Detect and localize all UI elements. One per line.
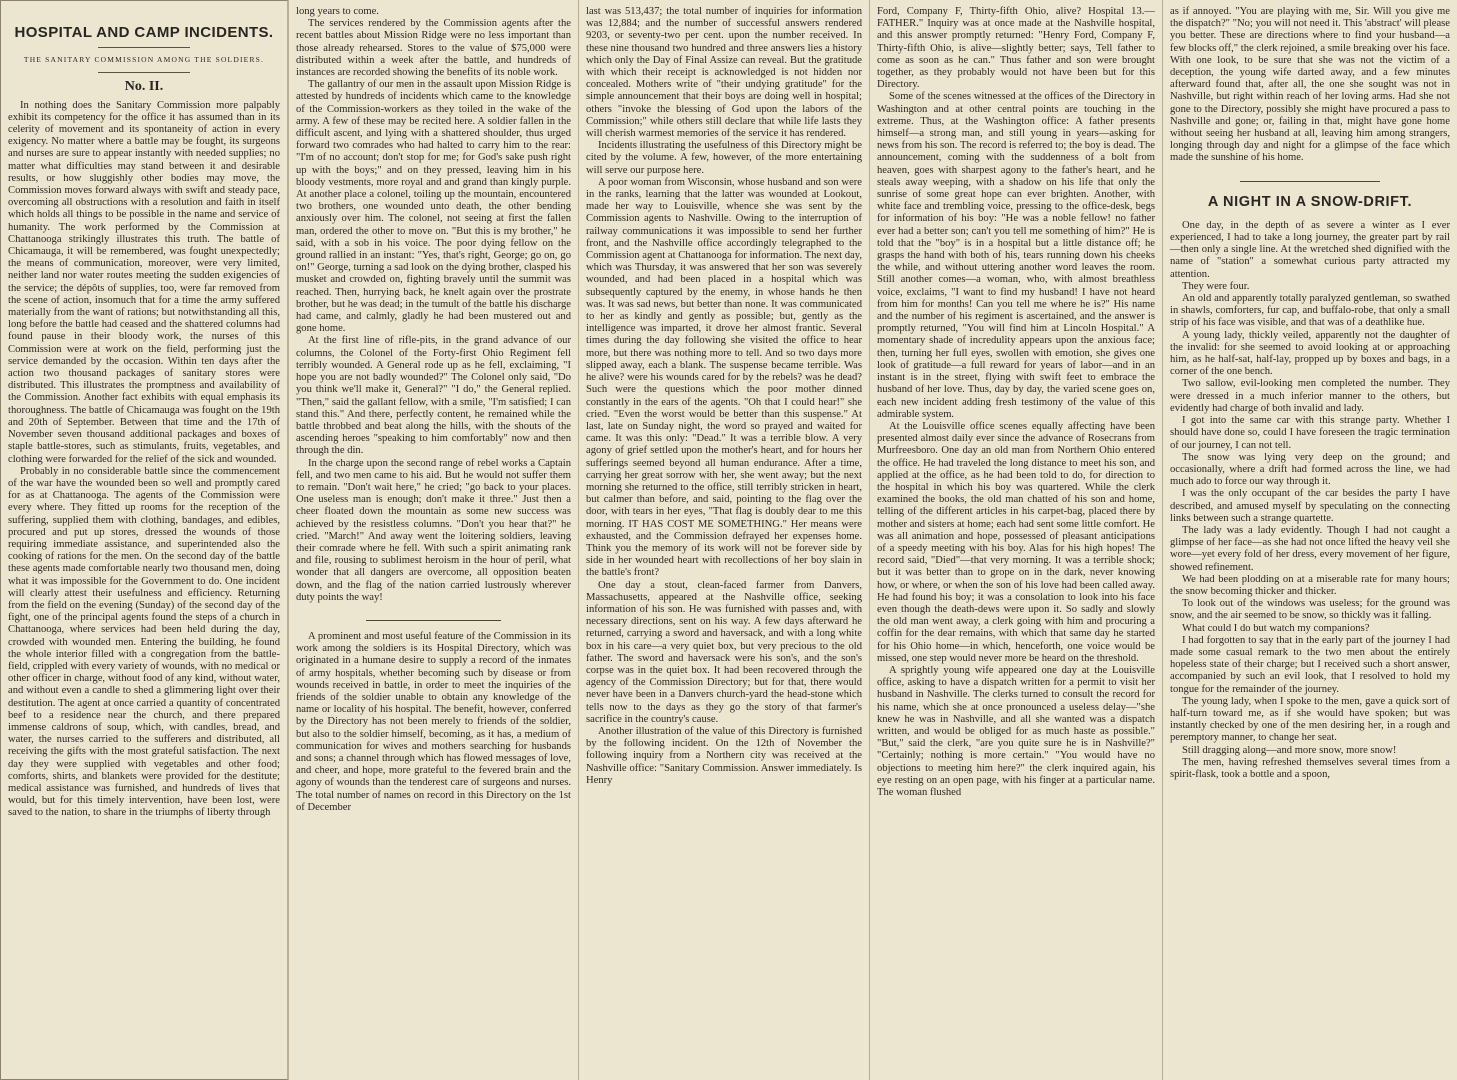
paragraph: Ford, Company F, Thirty-fifth Ohio, alive? Hospital 13.—FATHER." Inquiry was at once made at the Nashville hospital, and this answer promptly returned: "Henry Ford, Company F, Thirty-fifth Ohio, is alive—slightly better; says, Tell father to come as soon as he can." Thus father and son were brought together, as they probably would not have been but for this Directory. bbox=[877, 6, 1155, 91]
paragraph: A prominent and most useful feature of the Commission in its work among the soldiers is its Hospital Directory, which was originated in a humane desire to supply a record of the inmates of army hospitals, whether becoming such by disease or from wounds received in battle, in order to meet the inquiries of the friends of the soldier unable to obtain any knowledge of the name or locality of his hospital. The benefit, however, conferred by the Directory has not been merely to friends of the soldier, but also to the soldier himself, becoming, as it has, a medium of communication for wives and mothers searching for husbands and sons; a channel through which has flowed messages of love, and cheer, and hope, more grateful to the fevered brain and the agony of wounds than the tenderest care of surgeons and nurses. The total number of names on record in this Directory on the 1st of December bbox=[296, 630, 571, 813]
paragraph: What could I do but watch my companions? bbox=[1182, 622, 1370, 634]
paragraph: At the first line of rifle-pits, in the grand advance of our columns, the Colonel of the Forty-first Ohio Regiment fell terribly wounded. A General rode up as he fell, exclaiming, "I hope you are not badly wounded?" The Colonel only said, "Do you think we'll make it, General?" "I do," the General replied. "Then," said the gallant fellow, with a smile, "I'm satisfied; I can stand this." And there, perfectly content, he remained while the battle throbbed and beat along the hills, with the shouts of the ascending heroes "speaking to him comfortably" now and then through the din. bbox=[296, 335, 571, 457]
paragraph: A sprightly young wife appeared one day at the Louisville office, asking to have a dispatch written for a permit to visit her husband in Nashville. The clerks turned to consult the record for his name, which she at once pronounced a useless delay—"she knew he was in Nashville, and all she wanted was a dispatch written, and would be obliged for as much haste as possible." "But," said the clerk, "are you quite sure he is in Nashville?" "Certainly; nothing is more certain." "You would have no objections to meeting him here?" the clerk inquired again, his eye resting on an open page, with his finger at a particular name. The woman flushed bbox=[877, 664, 1155, 798]
paragraph: Two sallow, evil-looking men completed the number. They were dressed in a much inferior manner to the others, but evidently had charge of both invalid and lady. bbox=[1170, 378, 1450, 414]
section-divider bbox=[366, 620, 501, 621]
paragraph: The snow was lying very deep on the ground; and occasionally, where a drift had formed across the line, we had much ado to force our way through it. bbox=[1170, 451, 1450, 488]
column-3 bbox=[578, 0, 869, 1080]
paragraph: One day, in the depth of as severe a winter as I ever experienced, I had to take a long journey, the greater part by rail—then only a single line. At the wretched shed dignified with the name of "station" a somewhat curious party attracted my attention. bbox=[1170, 219, 1450, 280]
paragraph: Incidents illustrating the usefulness of this Directory might be cited by the volume. A few, however, of the more entertaining will serve our purpose here. bbox=[586, 140, 862, 176]
paragraph: To look out of the windows was useless; for the ground was snow, and the air seemed to be snow, so thickly was it falling. bbox=[1170, 598, 1450, 622]
article-subheadline: THE SANITARY COMMISSION AMONG THE SOLDIERS. bbox=[23, 55, 265, 65]
paragraph: The lady was a lady evidently. Though I had not caught a glimpse of her face—as she had not once lifted the heavy veil she wore—yet every fold of her dress, every movement of her figure, showed refinement. bbox=[1170, 524, 1450, 573]
paragraph: The young lady, when I spoke to the men, gave a quick sort of half-turn toward me, as if she would have spoken; but was instantly checked by one of the men desiring her, in a rough and peremptory manner, to change her seat. bbox=[1170, 695, 1450, 744]
column-4 bbox=[869, 0, 1162, 1080]
subheadline-rule bbox=[98, 72, 190, 73]
paragraph: In nothing does the Sanitary Commission more palpably exhibit its competency for the office it has assumed than in its celerity of movement and its spontaneity of action in every exigency. No matter where a battle may be fought, its surgeons and nurses are sure to appear instantly with needed supplies; no matter what difficulties may stand between it and desirable results, or how sluggishly other bodies may move, the Commission moves forward always with swift and steady pace, overcoming all obstructions with a resolution and faith in itself which holds all things to be possible in the name and service of humanity. The work performed by the Commission at Chattanooga strikingly illustrates this truth. The battle of Chicamauga, it will be remembered, was fought unexpectedly; the means of communication, moreover, were very limited, neither land nor water routes meeting the sudden exigencies of the service; the dépôts of supplies, too, were far removed from the scene of action, insomuch that for a time the army suffered materially from the want of rations; but notwithstanding all this, long before the battle had ceased and the shattered columns had found pause in their bloody work, the nurses of this Commission were at work on the field, performing just the service demanded by the occasion. Within ten days after the action two thousand packages of sanitary stores were distributed. This illustrates the promptness and availability of the Commission. Another fact exhibits with equal emphasis its thoroughness. The battle of Chicamauga was fought on the 19th and 20th of September. Between that time and the 17th of November seven thousand additional packages and boxes of staple battle-stores, such as stimulants, fruits, vegetables, and clothing were forwarded for the relief of the sick and wounded. bbox=[8, 99, 280, 465]
paragraph: The men, having refreshed themselves several times from a spirit-flask, took a bottle and a spoon, bbox=[1170, 756, 1450, 780]
paragraph: One day a stout, clean-faced farmer from Danvers, Massachusetts, appeared at the Nashville office, seeking information of his son. He was furnished with passes and, with necessary directions, sent on his way. A few days afterward he returned, carrying a sword and haversack, and with a long white box in his care—a very quiet box, but very precious to the old father. The sword and haversack were his son's, and the son's corpse was in the quiet box. It had been recovered through the agency of the Commission Directory; but for that, there would never have been in a Danvers church-yard the head-stone which tells now to the days as they go the story of that farmer's sacrifice in the country's cause. bbox=[586, 579, 862, 725]
article-headline: HOSPITAL AND CAMP INCIDENTS. bbox=[14, 24, 274, 41]
story-headline: A NIGHT IN A SNOW-DRIFT. bbox=[1207, 193, 1413, 210]
paragraph: At the Louisville office scenes equally affecting have been presented almost daily ever since the advance of Rosecrans from Murfreesboro. One day an old man from Northern Ohio entered the office. He had traveled the long distance to meet his son, and applied at the office, as he had been told to do, for direction to the hospital in which his boy was quartered. While the clerk examined the books, the old man chatted of his son and home, telling of the different articles in his carpet-bag, placed there by mother and sisters at home; each had sent some little comfort. He was all animation and hope, possessed of pleasant anticipations of a speedy meeting with his boy. Alas for his high hopes! The record said, "Died"—that very morning. It was a terrible shock; but it was better than to grope on in the dark, never knowing how, or where, or when the son of his love had been called away. He had found his boy; it was a consolation to look into his face even though the death-dews were upon it. So sadly and slowly the old man went away, a clerk going with him and procuring a coffin for the dear remains, with which that same day he started for his Ohio home—in which, henceforth, one voice would be missed, one step would never more be heard on the threshold. bbox=[877, 420, 1155, 664]
paragraph: The services rendered by the Commission agents after the recent battles about Mission Ridge were no less important than those already rehearsed. Stores to the value of $75,000 were distributed within a week after the battle, and hundreds of instances are recorded showing the benefits of its noble work. bbox=[296, 18, 571, 79]
paragraph: An old and apparently totally paralyzed gentleman, so swathed in shawls, comforters, fur cap, and buffalo-robe, that only a small strip of his face was visible, and that was of a deathlike hue. bbox=[1170, 293, 1450, 329]
paragraph: A young lady, thickly veiled, apparently not the daughter of the invalid: for she seemed to avoid looking at or approaching him, as he half-sat, half-lay, propped up by boxes and bags, in a corner of the one bench. bbox=[1170, 329, 1450, 378]
section-divider bbox=[1240, 181, 1380, 182]
paragraph: A poor woman from Wisconsin, whose husband and son were in the ranks, learning that the latter was wounded at Lookout, made her way to Louisville, whence she was sent by the Commission agents to Nashville. Owing to the interruption of railway communications it was impossible to send her further front, and the Nashville office accordingly telegraphed to the Commission agent at Chattanooga for information. The next day, which was Thursday, it was answered that her son was severely wounded, and had been placed in a hospital which was subsequently captured by the enemy, in whose hands he then was. It was sad news, but better than none. It was communicated to her as kindly and gently as possible; but, gently as the intelligence was imparted, it drove her almost frantic. Several times during the day following she visited the office to hear more, but there was nothing more to tell. And so two days more slipped away, each a blank. The suspense became terrible. Was he alive? were his wounds cared for by the rebels? was he dead? Such were the questions which the poor mother dinned constantly in the ears of the agents. "Oh that I could hear!" she cried. "Even the worst would be better than this suspense." At last, late on Sunday night, the word so prayed and waited for came. It was this only: "Dead." It was a terrible blow. A very agony of grief settled upon the mother's heart, and for hours her sufferings seemed beyond all human endurance. After a time, carrying her great sorrow with her, she went away; but the next morning she returned to the office, still terribly stricken in heart, but calmer than before, and said, pointing to the flag over the door, with tears in her eyes, "That flag is doubly dear to me this morning. IT HAS COST ME SOMETHING." Her means were exhausted, and the Commission defrayed her expenses home. Think you the memory of its work will not be forever side by side in her wounded heart with recollections of her boy slain in the battle's front? bbox=[586, 176, 862, 579]
headline-rule bbox=[98, 47, 190, 48]
paragraph: I was the only occupant of the car besides the party I have described, and amused myself by speculating on the connecting links between such a strange quartette. bbox=[1170, 488, 1450, 524]
column-1 bbox=[0, 0, 288, 1080]
paragraph: I got into the same car with this strange party. Whether I should have done so, could I have foreseen the tragic termination of our journey, I can not tell. bbox=[1170, 415, 1450, 451]
paragraph: The gallantry of our men in the assault upon Mission Ridge is attested by hundreds of incidents which came to the knowledge of the Commission-workers as they toiled in the wake of the army. A few of these may be recited here. A soldier fallen in the difficult ascent, and lying with a shattered shoulder, thus urged forward two comrades who had halted to carry him to the rear: "I'm of no account; don't stop for me; for God's sake push right up with the boys;" and on they pressed, leaving him in his bloody vestments, more royal and and grand than kingly purple. At another place a colonel, toiling up the mountain, encountered two brothers, one wounded unto death, the other bending anxiously over him. The colonel, not seeing at first the fallen man, ordered the other to move on. "But this is my brother," he said, with a sob in his voice. The poor dying fellow on the ground rallied in an instant: "Yes, that's right, George; go on, go on!" George, turning a sad look on the dying brother, clasped his musket and crowded on, fighting bravely until the summit was reached. Then, hurrying back, he knelt again over the prostrate brother, but he was dead; in the tumult of the battle his discharge had came, and calmly, gladly he had been mustered out and gone home. bbox=[296, 79, 571, 335]
column-2 bbox=[288, 0, 578, 1080]
paragraph: Another illustration of the value of this Directory is furnished by the following incident. On the 12th of November the following inquiry from a Northern city was received at the Nashville office: "Sanitary Commission. Answer immediately. Is Henry bbox=[586, 725, 862, 786]
paragraph: last was 513,437; the total number of inquiries for information was 12,884; and the number of successful answers rendered 9203, or seventy-two per cent. upon the number received. In these nine thousand two hundred and three answers lies a history which only the Day of Final Assize can reveal. But the gratitude with which their receipt is acknowledged is not hidden nor concealed. Mothers write of "their undying gratitude" for the simple announcement that their boys are doing well in hospital; others "invoke the blessing of God upon the labors of the Commission;" while others still declare that while life lasts they will cherish warmest memories of the service it has rendered. bbox=[586, 6, 862, 140]
paragraph: I had forgotten to say that in the early part of the journey I had made some casual remark to the two men about the entirely hopeless state of their charge; but I received such a short answer, accompanied by such an evil look, that I resolved to hold my tongue for the remainder of the journey. bbox=[1170, 634, 1450, 695]
paragraph: as if annoyed. "You are playing with me, Sir. Will you give me the dispatch?" "No; you will not need it. This 'abstract' will please you better. These are directions where to find your husband—a few blocks off," the clerk rejoined, a smile breaking over his face. With one look, to be sure that she was not the victim of a deception, the young wife darted away, and a few minutes afterward found that, after all, the one she sought was not in Nashville, but right within reach of her loving arms. Had she not gone to the Directory, possibly she might have procured a pass to Nashville and gone; or, failing in that, might have gone home without seeing her husband at all, leaving him among strangers, longing through day and night for a glimpse of the face which made the sunshine of his home. bbox=[1170, 6, 1450, 164]
part-number: No. II. bbox=[124, 79, 164, 95]
paragraph: Some of the scenes witnessed at the offices of the Directory in Washington and at other central points are touching in the extreme. Thus, at the Washington office: A father presents himself—a strong man, and still young in years—asking for news from his son. The record is referred to; the boy is dead. The announcement, coming with the suddenness of a bolt from heaven, goes with sharpest agony to the father's heart, and he steals away weeping, with a shadow on his life that only the sunrise of some great hope can ever brighten. Another, with white face and trembling voice, pressing to the office-desk, begs for information of his boy: "He was a noble fellow! no father ever had a better son; can't you tell me something of him?" He is told that the "boy" is in a hospital but a little distance off; he grasps the hand with both of his, tears running down his cheeks the while, and without uttering another word leaves the room. Still another comes—a woman, who, with almost breathless voice, exclaims, "I want to find my husband! I have not heard from him for months! Can you tell me where he is?" His name and the number of his regiment is ascertained, and the answer is promptly returned, "You will find him at Lincoln Hospital." A momentary shade of incredulity appears upon the anxious face; then, turning her full eyes, swollen with emotion, she gives one look of gratitude—a full reward for years of labor—and in an instant is in the street, flying with swift feet to embrace the husband of her love. Thus, day by day, the varied scene goes on, each new incident adding fresh testimony of the value of this admirable system. bbox=[877, 91, 1155, 420]
paragraph: long years to come. bbox=[296, 6, 379, 17]
paragraph: They were four. bbox=[1182, 280, 1250, 292]
paragraph: Still dragging along—and more snow, more snow! bbox=[1182, 744, 1397, 756]
column-5 bbox=[1162, 0, 1457, 1080]
paragraph: Probably in no considerable battle since the commencement of the war have the wounded been so well and promptly cared for as at Chattanooga. The agents of the Commission were every where. They fitted up rooms for the reception of the suffering, supplied them with clothing, bandages, and edibles, procured and put up stores, dressed the wounds of those requiring immediate assistance, and superintended also the cooking of rations for the men. On the second day of the battle these agents made comfortable nearly two thousand men, doing what it was impossible for the Government to do. One incident will clearly attest their usefulness and efficiency. Returning from the field on the evening (Sunday) of the second day of the fight, one of the principal agents found the steps of a church in Chattanooga, where services had been held during the day, crowded with wounded men. Entering the building, he found the whole interior filled with a congregation from the battle-field, crippled with every variety of wounds, with no medical or other officer in charge, without food of any kind, without water, and without even a candle to shed a glimmering light over their destitution. The agent at once carried a quantity of concentrated beef to a residence near the church, and there prepared immense caldrons of soup, which, with candles, bread, and water, the nurses carried to the sufferers and distributed, all receiving the gifts with the most grateful satisfaction. The next day they were supplied with vegetables and other food; comforts, shirts, and blankets were provided for the destitute; medical assistance was furnished, and hundreds of lives that would, but for this timely intervention, have been lost, were saved to the nation, to share in the triumphs of liberty through bbox=[8, 465, 280, 819]
paragraph: In the charge upon the second range of rebel works a Captain fell, and two men came to his aid. But he would not suffer them to remain. "Don't wait here," he cried; "go back to your places. One useless man is enough; don't make it three." Just then a cheer floated down the mountain as some new success was achieved by the resistless columns. "Don't you hear that?" he cried. "March!" And away went the loitering soldiers, leaving their comrade where he fell. With such a spirit animating rank and file, rousing to sublimest heroism in the hour of peril, what wonder that all dangers are overcome, all opposition beaten down, and the flag of the nation carried lustrously wherever duty points the way! bbox=[296, 457, 571, 603]
paragraph: We had been plodding on at a miserable rate for many hours; the snow becoming thicker and thicker. bbox=[1170, 573, 1450, 597]
